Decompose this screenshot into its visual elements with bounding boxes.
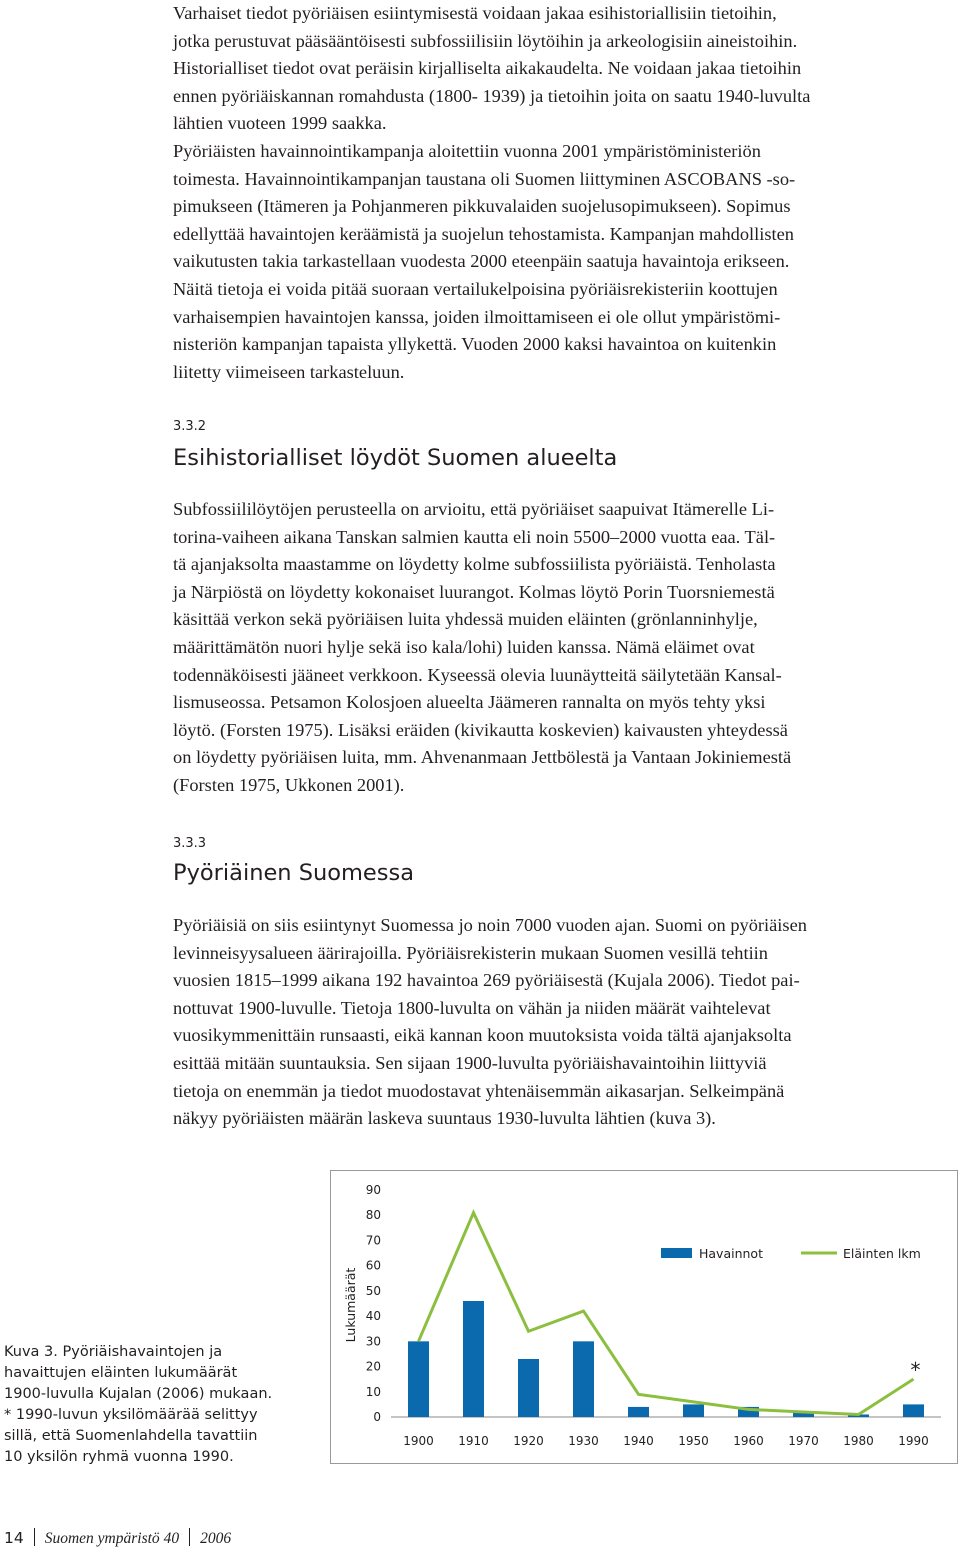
y-tick-label: 50 (365, 1283, 381, 1298)
bar-havainnot (573, 1341, 594, 1417)
prehistoric-paragraph (173, 496, 958, 800)
text-line: Näitä tietoja ei voida pitää suoraan vertailukelpoisina pyöriäisrekisteriin koottujen (173, 278, 778, 299)
campaign-paragraph (173, 138, 958, 386)
x-tick-label: 1980 (843, 1434, 874, 1448)
y-tick-label: 80 (365, 1208, 381, 1223)
text-line: Pyöriäisten havainnointikampanja aloitettiin vuonna 2001 ympäristöministeriön (173, 141, 761, 161)
bar-havainnot (628, 1407, 649, 1417)
text-line: toimesta. Havainnointikampanjan taustana oli Suomen liittyminen ASCOBANS -so- (173, 168, 796, 189)
x-tick-label: 1990 (898, 1434, 929, 1448)
text-line: jotka perustuvat pääsääntöisesti subfossiilisiin löytöihin ja arkeologisiin aineistoihin. (173, 30, 798, 51)
intro-paragraph (173, 0, 958, 138)
page-footer (4, 1528, 231, 1548)
text-line: löytö. (Forsten 1975). Lisäksi eräiden (kivikautta koskevien) kaivausten yhteydessä (173, 719, 788, 740)
y-tick-label: 40 (365, 1309, 381, 1324)
footer-divider (34, 1528, 35, 1546)
text-line: Pyöriäisiä on siis esiintynyt Suomessa jo noin 7000 vuoden ajan. Suomi on pyöriäisen (173, 915, 807, 935)
annotation-asterisk: * (910, 1358, 921, 1383)
text-line: havaittujen eläinten lukumäärät (4, 1365, 238, 1381)
figure-caption (4, 1342, 294, 1468)
y-tick-label: 60 (365, 1258, 381, 1273)
legend-label-elainten-lkm: Eläinten lkm (843, 1246, 921, 1261)
y-tick-label: 20 (365, 1359, 381, 1374)
text-line: nottuvat 1900-luvulle. Tietoja 1800-luvulta on vähän ja niiden määrät vaihtelevat (173, 997, 771, 1018)
section-number: 3.3.3 (173, 836, 207, 851)
text-line: vaikutusten takia tarkastellaan vuodesta 2000 eteenpäin saatuja havaintoja erikseen. (173, 251, 790, 272)
text-line: edellyttää havaintojen keräämistä ja suojelun tehostamista. Kampanjan mahdollisten (173, 223, 795, 244)
text-line: torina-vaiheen aikana Tanskan salmien kautta eli noin 5500–2000 vuotta eaa. Täl- (173, 526, 776, 547)
text-line: pimukseen (Itämeren ja Pohjanmeren pikkuvalaiden suojelusopimukseen). Sopimus (173, 196, 791, 217)
text-line: 10 yksilön ryhmä vuonna 1990. (4, 1449, 234, 1465)
legend-swatch-havainnot (661, 1248, 692, 1258)
y-tick-label: 70 (365, 1233, 381, 1248)
text-line: käsittää verkon sekä pyöriäisen luita yhdessä muiden eläinten (grönlanninhylje, (173, 609, 758, 630)
text-line: sillä, että Suomenlahdella tavattiin (4, 1428, 258, 1444)
chart (331, 1171, 957, 1463)
text-line: määrittämätön nuori hylje sekä iso kala/lohi) luiden kanssa. Nämä eläimet ovat (173, 636, 755, 657)
finland-paragraph (173, 912, 958, 1133)
text-line: tietoja on enemmän ja tiedot muodostavat yhtenäisemmän aikasarjan. Selkeimpänä (173, 1080, 785, 1101)
text-line: esittää mitään suuntauksia. Sen sijaan 1900-luvulta pyöriäishavaintoihin liittyviä (173, 1052, 767, 1073)
text-line: lismuseossa. Petsamon Kolosjoen alueelta Jäämeren rannalta on myös tehty yksi (173, 692, 766, 713)
text-line: (Forsten 1975, Ukkonen 2001). (173, 774, 405, 795)
text-line: Varhaiset tiedot pyöriäisen esiintymisestä voidaan jakaa esihistoriallisiin tietoihin, (173, 3, 777, 23)
section-title: Pyöriäinen Suomessa (173, 860, 415, 886)
section-title: Esihistorialliset löydöt Suomen alueelta (173, 445, 618, 471)
chart-frame (330, 1170, 958, 1464)
page-number: 14 (4, 1529, 24, 1547)
text-line: Kuva 3. Pyöriäishavaintojen ja (4, 1344, 223, 1360)
text-line: näkyy pyöriäisten määrän laskeva suuntaus 1930-luvulta lähtien (kuva 3). (173, 1108, 716, 1129)
text-line: todennäköisesti jääneet verkkoon. Kyseessä olevia luunäytteitä säilytetään Kansal- (173, 664, 782, 685)
text-line: nisteriön kampanjan tapaista yllykettä. Vuoden 2000 kaksi havaintoa on kuitenkin (173, 334, 777, 355)
text-line: ja Närpiöstä on löydetty kokonaiset luurangot. Kolmas löytö Porin Tuorsniemestä (173, 581, 775, 602)
text-line: tä ajanjaksolta maastamme on löydetty kolme subfossiilista pyöriäistä. Tenholasta (173, 554, 776, 575)
publication-name: Suomen ympäristö (44, 1530, 160, 1547)
bar-havainnot (903, 1404, 924, 1417)
text-line: varhaisempien havaintojen kanssa, joiden ilmoittamiseen ei ole ollut ympäristömi- (173, 306, 781, 327)
text-line: Subfossiililöytöjen perusteella on arvioitu, että pyöriäiset saapuivat Itämerelle Li- (173, 499, 775, 519)
issue-number: 40 (163, 1530, 180, 1547)
x-tick-label: 1900 (403, 1434, 434, 1448)
x-tick-label: 1970 (788, 1434, 819, 1448)
text-line: liitetty viimeiseen tarkasteluun. (173, 361, 405, 382)
text-line: Historialliset tiedot ovat peräisin kirjalliselta aikakaudelta. Ne voidaan jakaa tietoihin (173, 58, 802, 79)
x-tick-label: 1910 (458, 1434, 489, 1448)
text-line: vuosien 1815–1999 aikana 192 havaintoa 269 pyöriäisestä (Kujala 2006). Tiedot pai- (173, 970, 800, 991)
section-number: 3.3.2 (173, 419, 207, 434)
legend-label-havainnot: Havainnot (699, 1246, 763, 1261)
bar-havainnot (683, 1404, 704, 1417)
bar-havainnot (408, 1341, 429, 1417)
publication-year: 2006 (200, 1530, 232, 1547)
x-tick-label: 1950 (678, 1434, 709, 1448)
text-line: 1900-luvulla Kujalan (2006) mukaan. (4, 1386, 273, 1402)
y-tick-label: 30 (365, 1334, 381, 1349)
text-line: levinneisyysalueen äärirajoilla. Pyöriäisrekisterin mukaan Suomen vesillä tehtiin (173, 942, 768, 963)
footer-divider (189, 1528, 190, 1546)
text-line: vuosikymmenittäin runsaasti, eikä kannan koon muutoksista voida tältä ajanjaksolta (173, 1025, 792, 1046)
text-line: * 1990-luvun yksilömäärää selittyy (4, 1407, 258, 1423)
bar-havainnot (518, 1359, 539, 1417)
x-tick-label: 1960 (733, 1434, 764, 1448)
x-tick-label: 1920 (513, 1434, 544, 1448)
line-elainten-lkm (419, 1213, 914, 1415)
y-tick-label: 10 (365, 1384, 381, 1399)
x-tick-label: 1930 (568, 1434, 599, 1448)
text-line: ennen pyöriäiskannan romahdusta (1800- 1939) ja tietoihin joita on saatu 1940-luvulta (173, 85, 811, 106)
bar-havainnot (463, 1301, 484, 1417)
text-line: on löydetty pyöriäisen luita, mm. Ahvenanmaan Jettbölestä ja Vantaan Jokiniemestä (173, 747, 792, 768)
x-tick-label: 1940 (623, 1434, 654, 1448)
y-tick-label: 90 (365, 1183, 381, 1197)
y-axis-label: Lukumäärät (343, 1267, 358, 1343)
text-line: lähtien vuoteen 1999 saakka. (173, 113, 387, 134)
y-tick-label: 0 (373, 1410, 381, 1424)
